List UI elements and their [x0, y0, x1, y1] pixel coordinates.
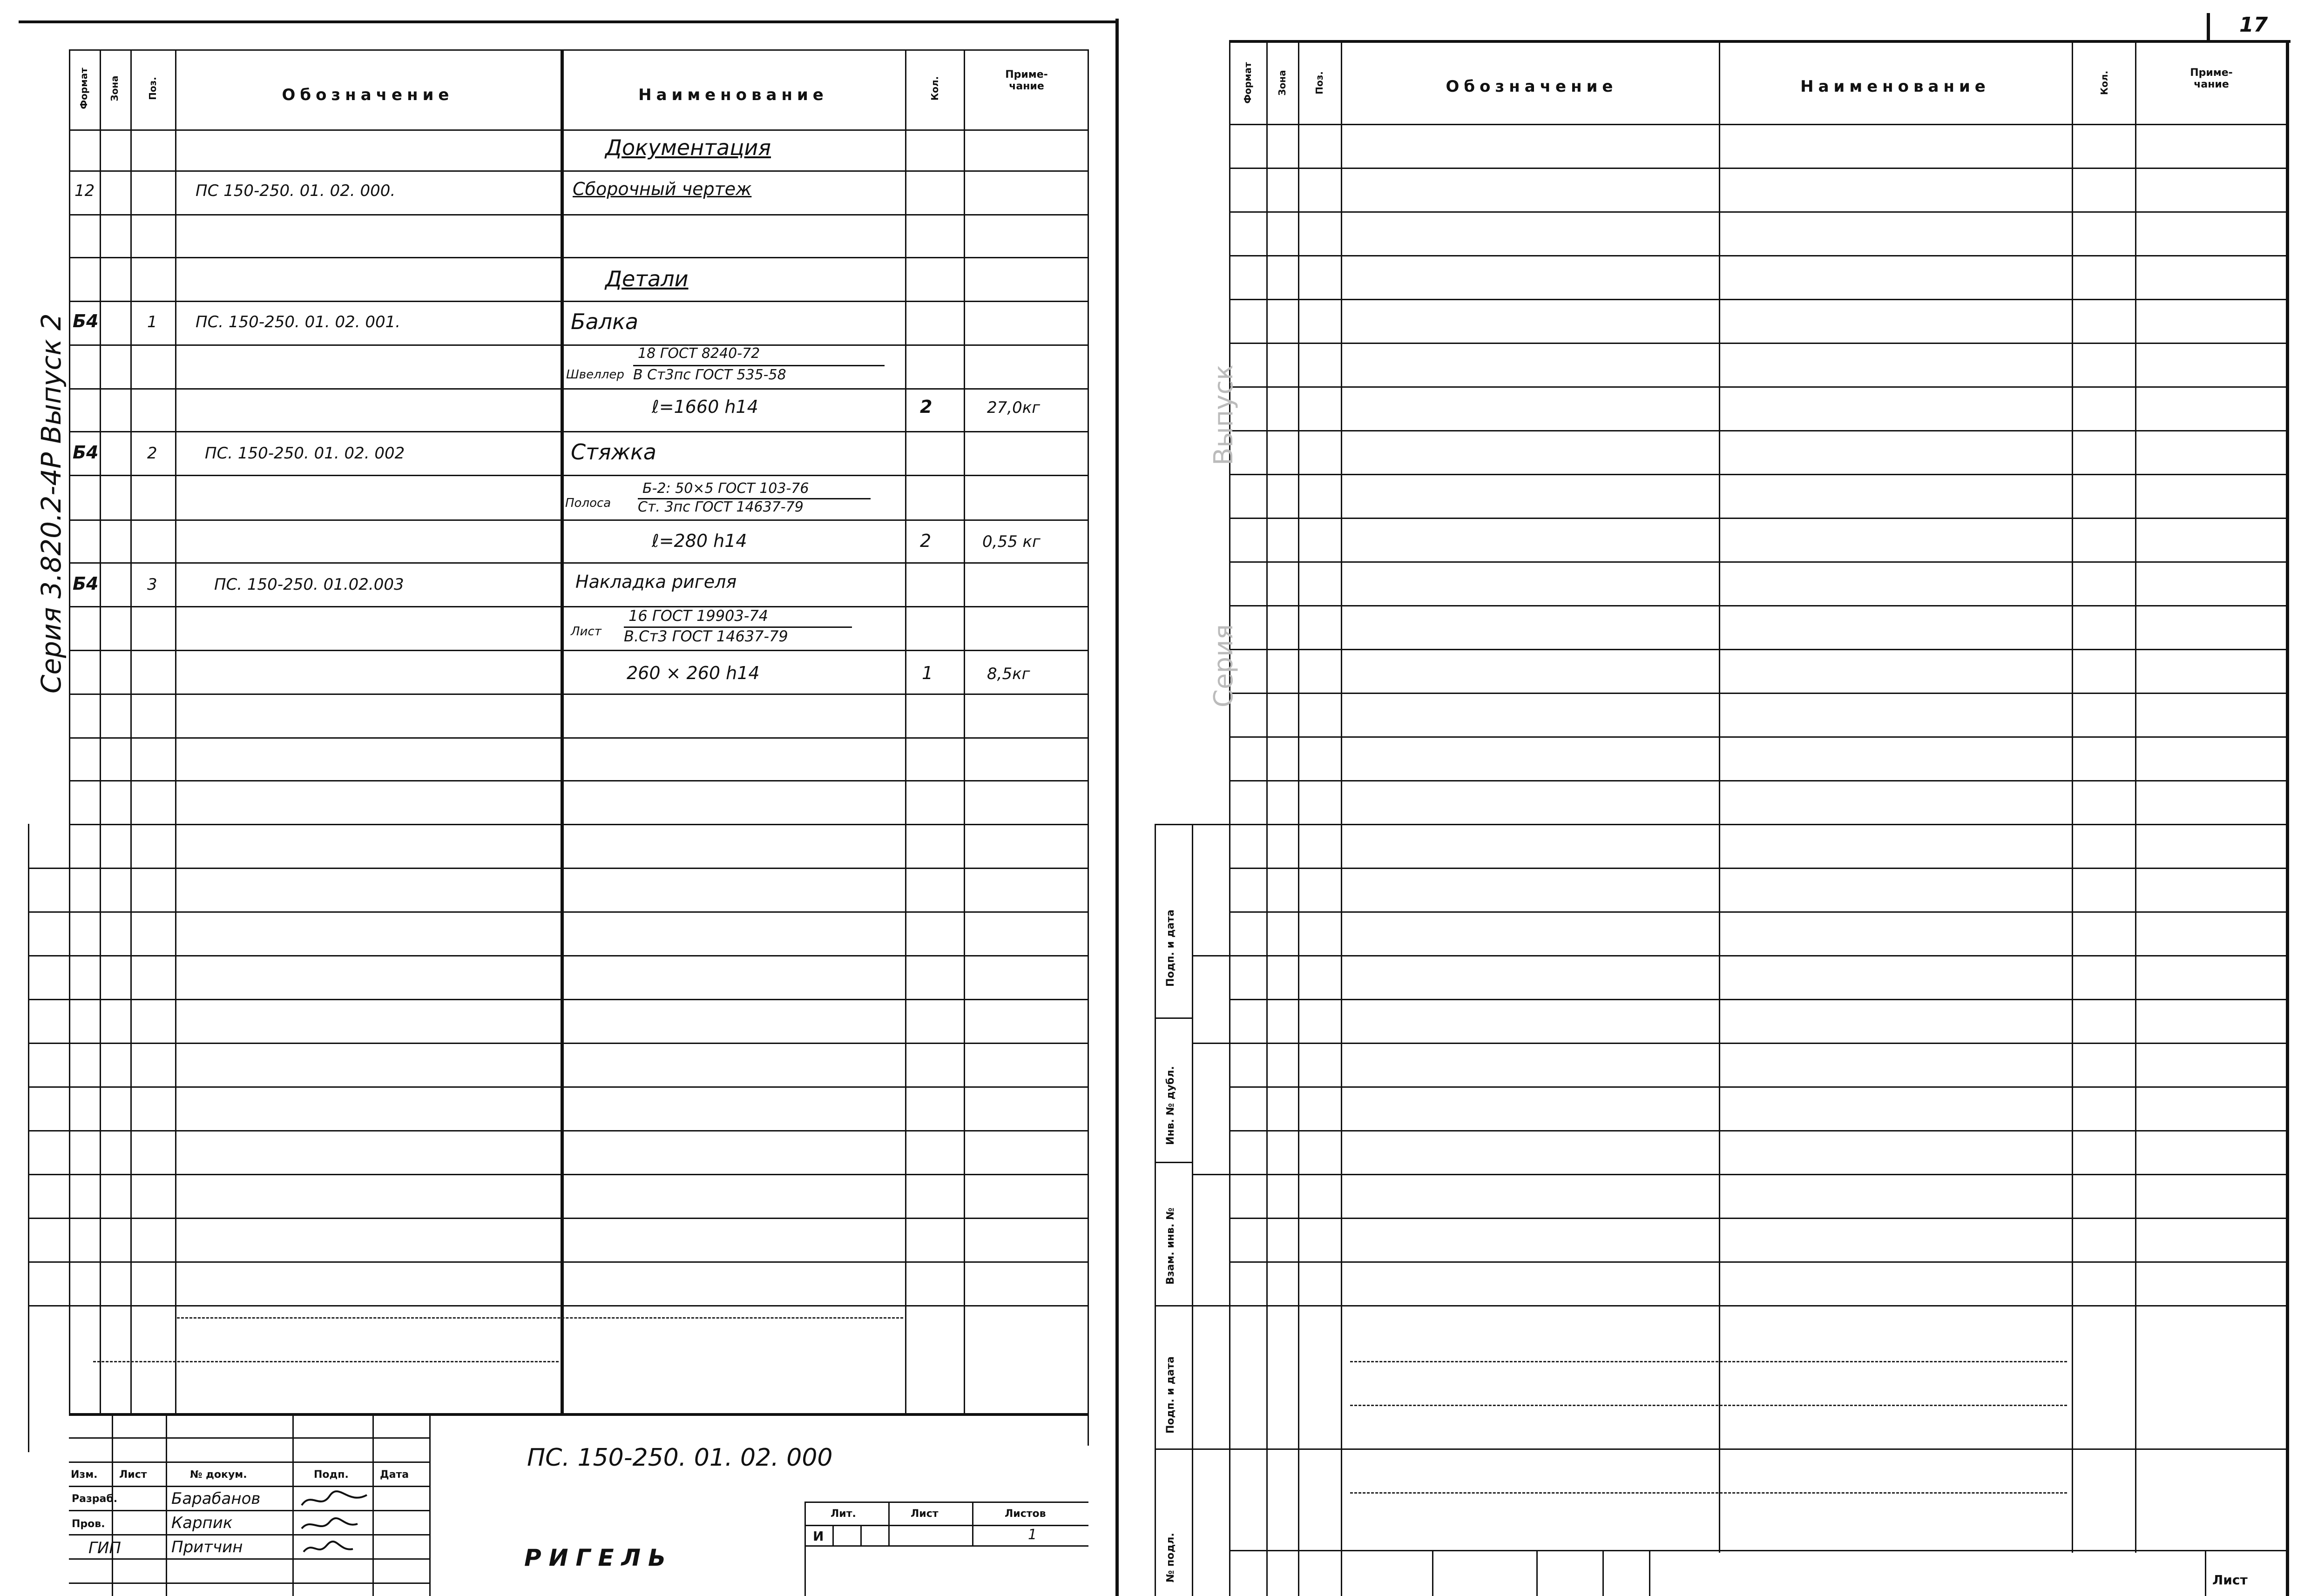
- sheets-label: Листов: [1005, 1508, 1046, 1520]
- col-label: Лист: [119, 1469, 147, 1481]
- sheet-label: Лист: [2212, 1572, 2248, 1588]
- signature-marks: [297, 1487, 381, 1580]
- col-label: Подп.: [314, 1469, 349, 1481]
- row-format: 12: [74, 182, 95, 200]
- row-note: 27,0кг: [987, 398, 1041, 417]
- left-sheet: [0, 0, 1136, 1596]
- row-designation: ПС. 150-250. 01. 02. 001.: [196, 313, 401, 331]
- col-label: Изм.: [71, 1469, 98, 1481]
- header-zone: Зона: [1277, 70, 1288, 96]
- material-bottom: В.Ст3 ГОСТ 14637-79: [624, 627, 788, 645]
- row-note: 0,55 кг: [982, 532, 1041, 551]
- row-name: Балка: [571, 309, 639, 334]
- col-label: Дата: [380, 1469, 409, 1481]
- stamp-original-no: № подл.: [1165, 1533, 1176, 1583]
- material-prefix: Швеллер: [566, 368, 624, 382]
- material-top: 16 ГОСТ 19903-74: [628, 607, 769, 625]
- row-format: Б4: [73, 311, 99, 331]
- page-number: 17: [2239, 13, 2268, 37]
- header-note: Приме- чание: [2190, 67, 2233, 90]
- material-prefix: Полоса: [565, 496, 611, 510]
- header-designation: Обозначение: [1446, 77, 1618, 96]
- row-pos: 3: [147, 575, 157, 594]
- header-note: Приме- чание: [1005, 69, 1048, 92]
- document-title: РИГЕЛЬ: [524, 1544, 674, 1571]
- lit-value: И: [813, 1529, 824, 1544]
- stamp-dup-inv: Инв. № дубл.: [1165, 1066, 1176, 1145]
- role-label: Пров.: [72, 1518, 105, 1530]
- stamp-signature-date: Подп. и дата: [1165, 909, 1176, 987]
- material-top: Б-2: 50×5 ГОСТ 103-76: [642, 480, 809, 497]
- row-format: Б4: [73, 573, 99, 594]
- role-label: ГИП: [88, 1539, 121, 1557]
- material-bottom: Ст. 3пс ГОСТ 14637-79: [638, 499, 804, 515]
- row-name: Накладка ригеля: [575, 572, 737, 592]
- row-qty: 1: [922, 663, 933, 683]
- row-name: ℓ=1660 h14: [652, 397, 758, 417]
- row-name: Стяжка: [571, 439, 656, 465]
- header-designation: Обозначение: [282, 86, 454, 104]
- row-qty: 2: [920, 531, 932, 551]
- row-qty: 2: [920, 397, 933, 417]
- header-zone: Зона: [109, 75, 120, 101]
- col-label: № докум.: [190, 1469, 247, 1481]
- row-note: 8,5кг: [987, 665, 1030, 683]
- right-sheet: [1155, 0, 2311, 1596]
- row-designation: ПС. 150-250. 01.02.003: [214, 575, 404, 594]
- role-label: Разраб.: [72, 1493, 118, 1505]
- material-prefix: Лист: [571, 625, 601, 639]
- faded-series: Серия: [1209, 624, 1239, 707]
- material-bottom: В Ст3пс ГОСТ 535-58: [633, 367, 786, 383]
- role-name: Барабанов: [171, 1489, 261, 1508]
- row-name: ℓ=280 h14: [652, 531, 747, 551]
- sheet-label: Лист: [911, 1508, 939, 1520]
- header-qty: Кол.: [929, 76, 940, 101]
- role-name: Карпик: [171, 1514, 233, 1532]
- row-designation: ПС. 150-250. 01. 02. 002: [205, 444, 405, 463]
- section-documentation: Документация: [605, 135, 771, 160]
- faded-issue: Выпуск: [1209, 364, 1239, 465]
- document-code: ПС. 150-250. 01. 02. 000: [527, 1444, 833, 1472]
- row-pos: 1: [147, 313, 157, 331]
- header-pos: Поз.: [147, 77, 158, 100]
- row-name: Сборочный чертеж: [573, 179, 752, 199]
- stamp-replace-inv: Взам. инв. №: [1165, 1207, 1176, 1285]
- sheets-value: 1: [1028, 1527, 1037, 1543]
- row-designation: ПС 150-250. 01. 02. 000.: [196, 182, 396, 200]
- row-name: 260 × 260 h14: [627, 663, 760, 683]
- header-name: Наименование: [638, 86, 828, 104]
- row-format: Б4: [73, 442, 99, 463]
- role-name: Притчин: [171, 1538, 243, 1556]
- header-pos: Поз.: [1314, 71, 1325, 94]
- stamp-signature-date-2: Подп. и дата: [1165, 1356, 1176, 1434]
- material-top: 18 ГОСТ 8240-72: [638, 345, 760, 362]
- header-qty: Кол.: [2099, 70, 2110, 95]
- series-side-text: Серия 3.820.2-4Р Выпуск 2: [35, 313, 67, 694]
- section-details: Детали: [605, 266, 689, 291]
- row-pos: 2: [147, 444, 157, 463]
- lit-label: Лит.: [831, 1508, 856, 1520]
- header-name: Наименование: [1800, 77, 1990, 96]
- header-format: Формат: [78, 67, 89, 109]
- title-block: [69, 1413, 1088, 1596]
- header-format: Формат: [1242, 62, 1253, 104]
